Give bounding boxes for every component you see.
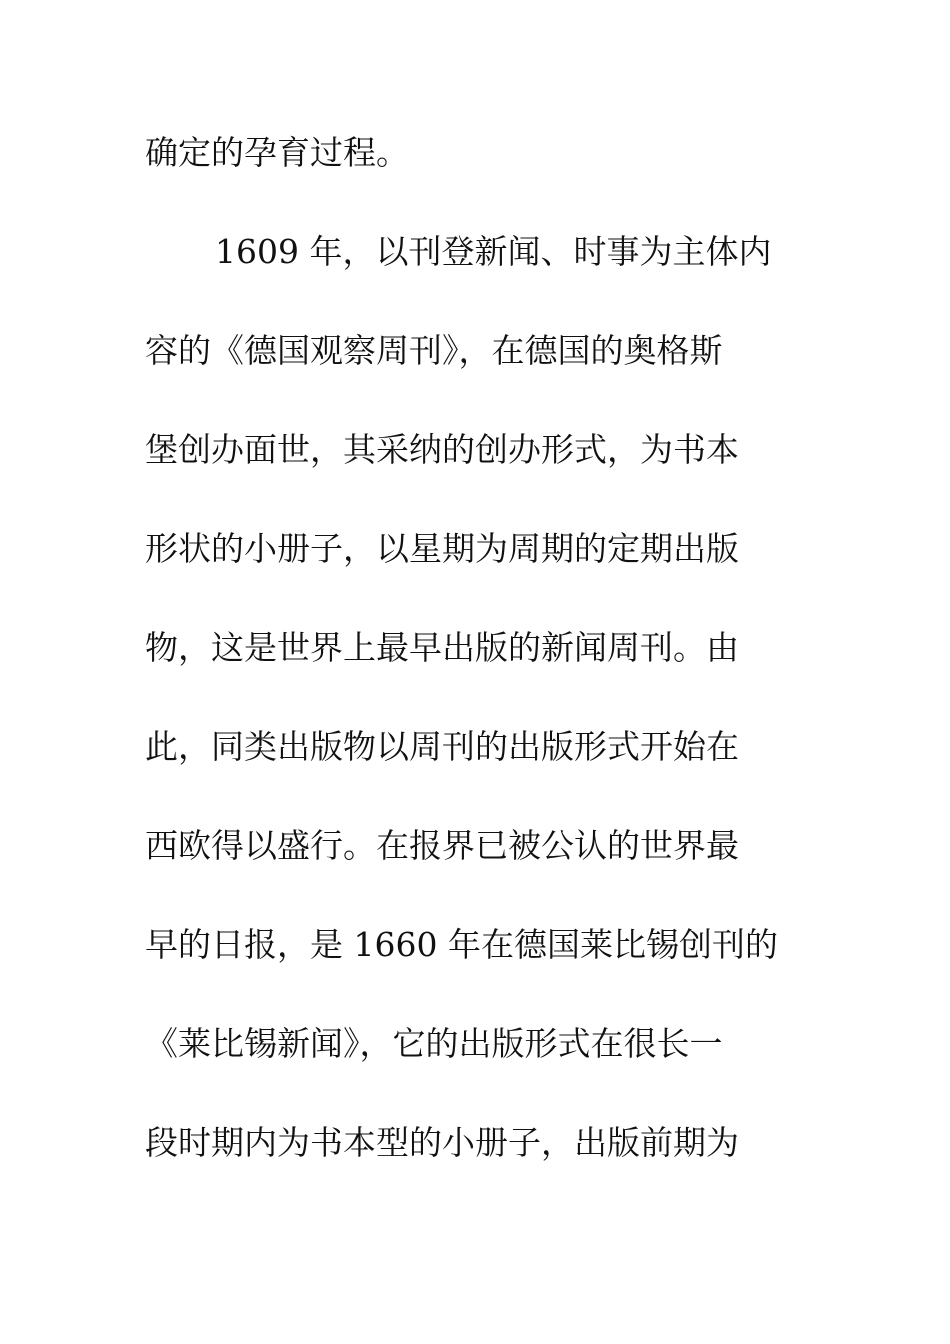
text-line: 物，这是世界上最早出版的新闻周刊。由 bbox=[145, 628, 739, 667]
text-line: 西欧得以盛行。在报界已被公认的世界最 bbox=[145, 826, 739, 865]
text-line: 确定的孕育过程。 bbox=[145, 133, 409, 172]
text-line: 《莱比锡新闻》，它的出版形式在很长一 bbox=[145, 1024, 723, 1063]
paragraph-first-line: 1609 年，以刊登新闻、时事为主体内 bbox=[215, 232, 772, 271]
text-line: 堡创办面世，其采纳的创办形式，为书本 bbox=[145, 430, 739, 469]
text-line: 形状的小册子，以星期为周期的定期出版 bbox=[145, 529, 739, 568]
text-line: 段时期内为书本型的小册子，出版前期为 bbox=[145, 1123, 739, 1162]
text-line: 早的日报，是 1660 年在德国莱比锡创刊的 bbox=[145, 925, 778, 964]
text-line: 容的《德国观察周刊》，在德国的奥格斯 bbox=[145, 331, 723, 370]
text-line: 此，同类出版物以周刊的出版形式开始在 bbox=[145, 727, 739, 766]
body-text bbox=[145, 128, 805, 1217]
